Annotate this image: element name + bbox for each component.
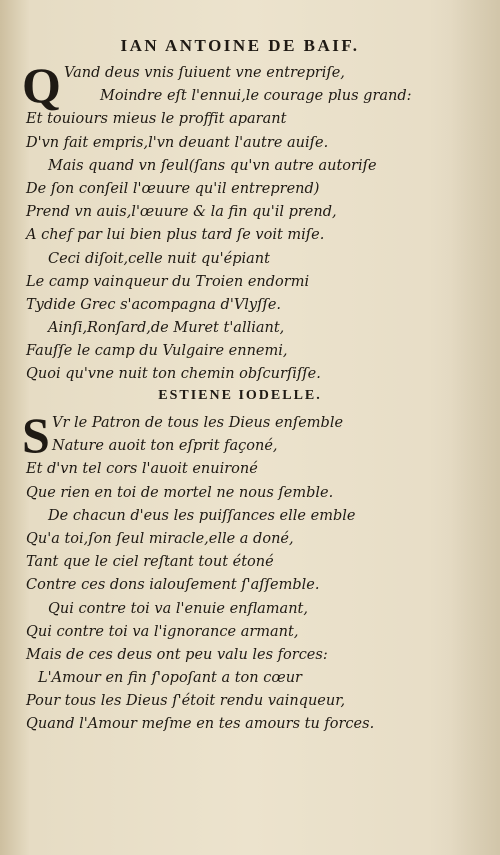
verse-line: Tant que le ciel reſtant tout étoné	[26, 554, 274, 571]
verse-line: Qu'a toi,ſon ſeul miracle,elle a doné,	[26, 530, 294, 547]
verse-line: L'Amour en fin ſ'opoſant a ton cœur	[38, 670, 302, 687]
verse-line: Quand l'Amour meſme en tes amours tu forces.	[26, 716, 375, 733]
verse-line: Fauſſe le camp du Vulgaire ennemi,	[26, 343, 288, 360]
verse-line: Qui contre toi va l'ignorance armant,	[26, 623, 299, 640]
verse-line: Vr le Patron de tous les Dieus enſemble	[52, 415, 344, 431]
poem-jodelle	[22, 407, 462, 737]
verse-line: Vand deus vnis ſuiuent vne entrepriſe,	[64, 65, 345, 81]
verse-line: Contre ces dons ialouſement ſ'aſſemble.	[26, 577, 320, 594]
verse-line: Qui contre toi va l'enuie enflamant,	[48, 600, 308, 617]
section-heading-jodelle: ESTIENE IODELLE.	[158, 388, 322, 403]
verse-line: Pour tous les Dieus ſ'étoit rendu vainqueur,	[26, 693, 346, 710]
running-head: IAN ANTOINE DE BAIF.	[120, 36, 360, 55]
verse-line: Quoi qu'vne nuit ton chemin obſcurſiſſe.	[26, 366, 321, 383]
verse-line: Le camp vainqueur du Troien endormi	[26, 273, 310, 290]
drop-cap-initial: Q	[22, 57, 61, 113]
verse-line: Ainſi,Ronſard,de Muret t'alliant,	[48, 320, 285, 337]
verse-line: Prend vn auis,l'œuure & la fin qu'il prend,	[26, 204, 337, 221]
verse-line: Tydide Grec s'acompagna d'Vlyſſe.	[26, 296, 282, 313]
verse-line: Mais quand vn ſeul(ſans qu'vn autre autoriſe	[48, 157, 377, 174]
verse-line: Nature auoit ton eſprit façoné,	[52, 438, 278, 455]
verse-line: Mais de ces deus ont peu valu les forces:	[26, 646, 328, 663]
verse-line: Ceci diſoit,celle nuit qu'épiant	[48, 250, 270, 267]
verse-line: Moindre eſt l'ennui,le courage plus grand:	[100, 88, 412, 105]
verse-line: De ſon conſeil l'œuure qu'il entreprend)	[26, 180, 320, 197]
verse-line: D'vn fait empris,l'vn deuant l'autre auiſe.	[26, 134, 329, 151]
verse-line: Et d'vn tel cors l'auoit enuironé	[26, 461, 258, 478]
poem-baif	[22, 57, 462, 387]
verse-line: Que rien en toi de mortel ne nous ſemble.	[26, 484, 334, 501]
verse-line: De chacun d'eus les puiſſances elle emble	[48, 507, 356, 524]
verse-line: Et touiours mieus le proffit aparant	[26, 111, 287, 128]
verse-line: A chef par lui bien plus tard ſe voit miſe.	[26, 227, 325, 244]
drop-cap-initial: S	[22, 407, 50, 463]
